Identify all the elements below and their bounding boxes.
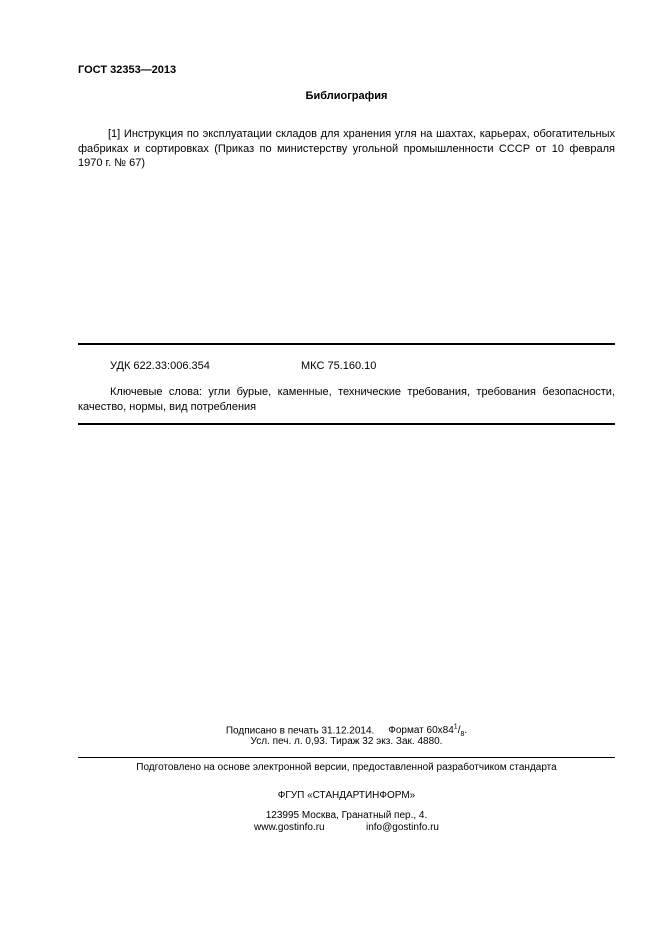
bibliography-entry: [1] Инструкция по эксплуатации складов для хранения угля на шахтах, карьерах, обогатительных фабриках и сортировках (Приказ по министерству угольной промышленности СССР от 10 февраля 1970 г. № 67) [78, 128, 615, 169]
document-code: ГОСТ 32353—2013 [78, 64, 177, 76]
publisher-website: www.gostinfo.ru [254, 822, 325, 833]
top-divider [78, 343, 615, 345]
imprint-divider [78, 757, 615, 758]
keywords: Ключевые слова: угли бурые, каменные, технические требования, требования безопасности, качество, нормы, вид потребления [78, 386, 615, 413]
publisher-name: ФГУП «СТАНДАРТИНФОРМ» [277, 790, 416, 801]
imprint-signed: Подписано в печать 31.12.2014. [225, 725, 375, 737]
udk-code: УДК 622.33:006.354 [110, 360, 210, 372]
mks-code: МКС 75.160.10 [301, 360, 377, 372]
format-fraction-numerator: 1 [453, 724, 458, 731]
bibliography-title: Библиография [305, 90, 388, 102]
prepared-note: Подготовлено на основе электронной версии, предоставленной разработчиком стандарта [136, 762, 557, 773]
imprint-print-details: Усл. печ. л. 0,93. Тираж 32 экз. Зак. 4880. [250, 736, 443, 747]
imprint-format: Формат $60x84^1/_8$. [388, 724, 468, 739]
publisher-address: 123995 Москва, Гранатный пер., 4. [265, 810, 428, 821]
bottom-divider [78, 423, 615, 425]
format-fraction-denominator: 8 [460, 731, 465, 739]
publisher-email: info@gostinfo.ru [366, 822, 439, 833]
